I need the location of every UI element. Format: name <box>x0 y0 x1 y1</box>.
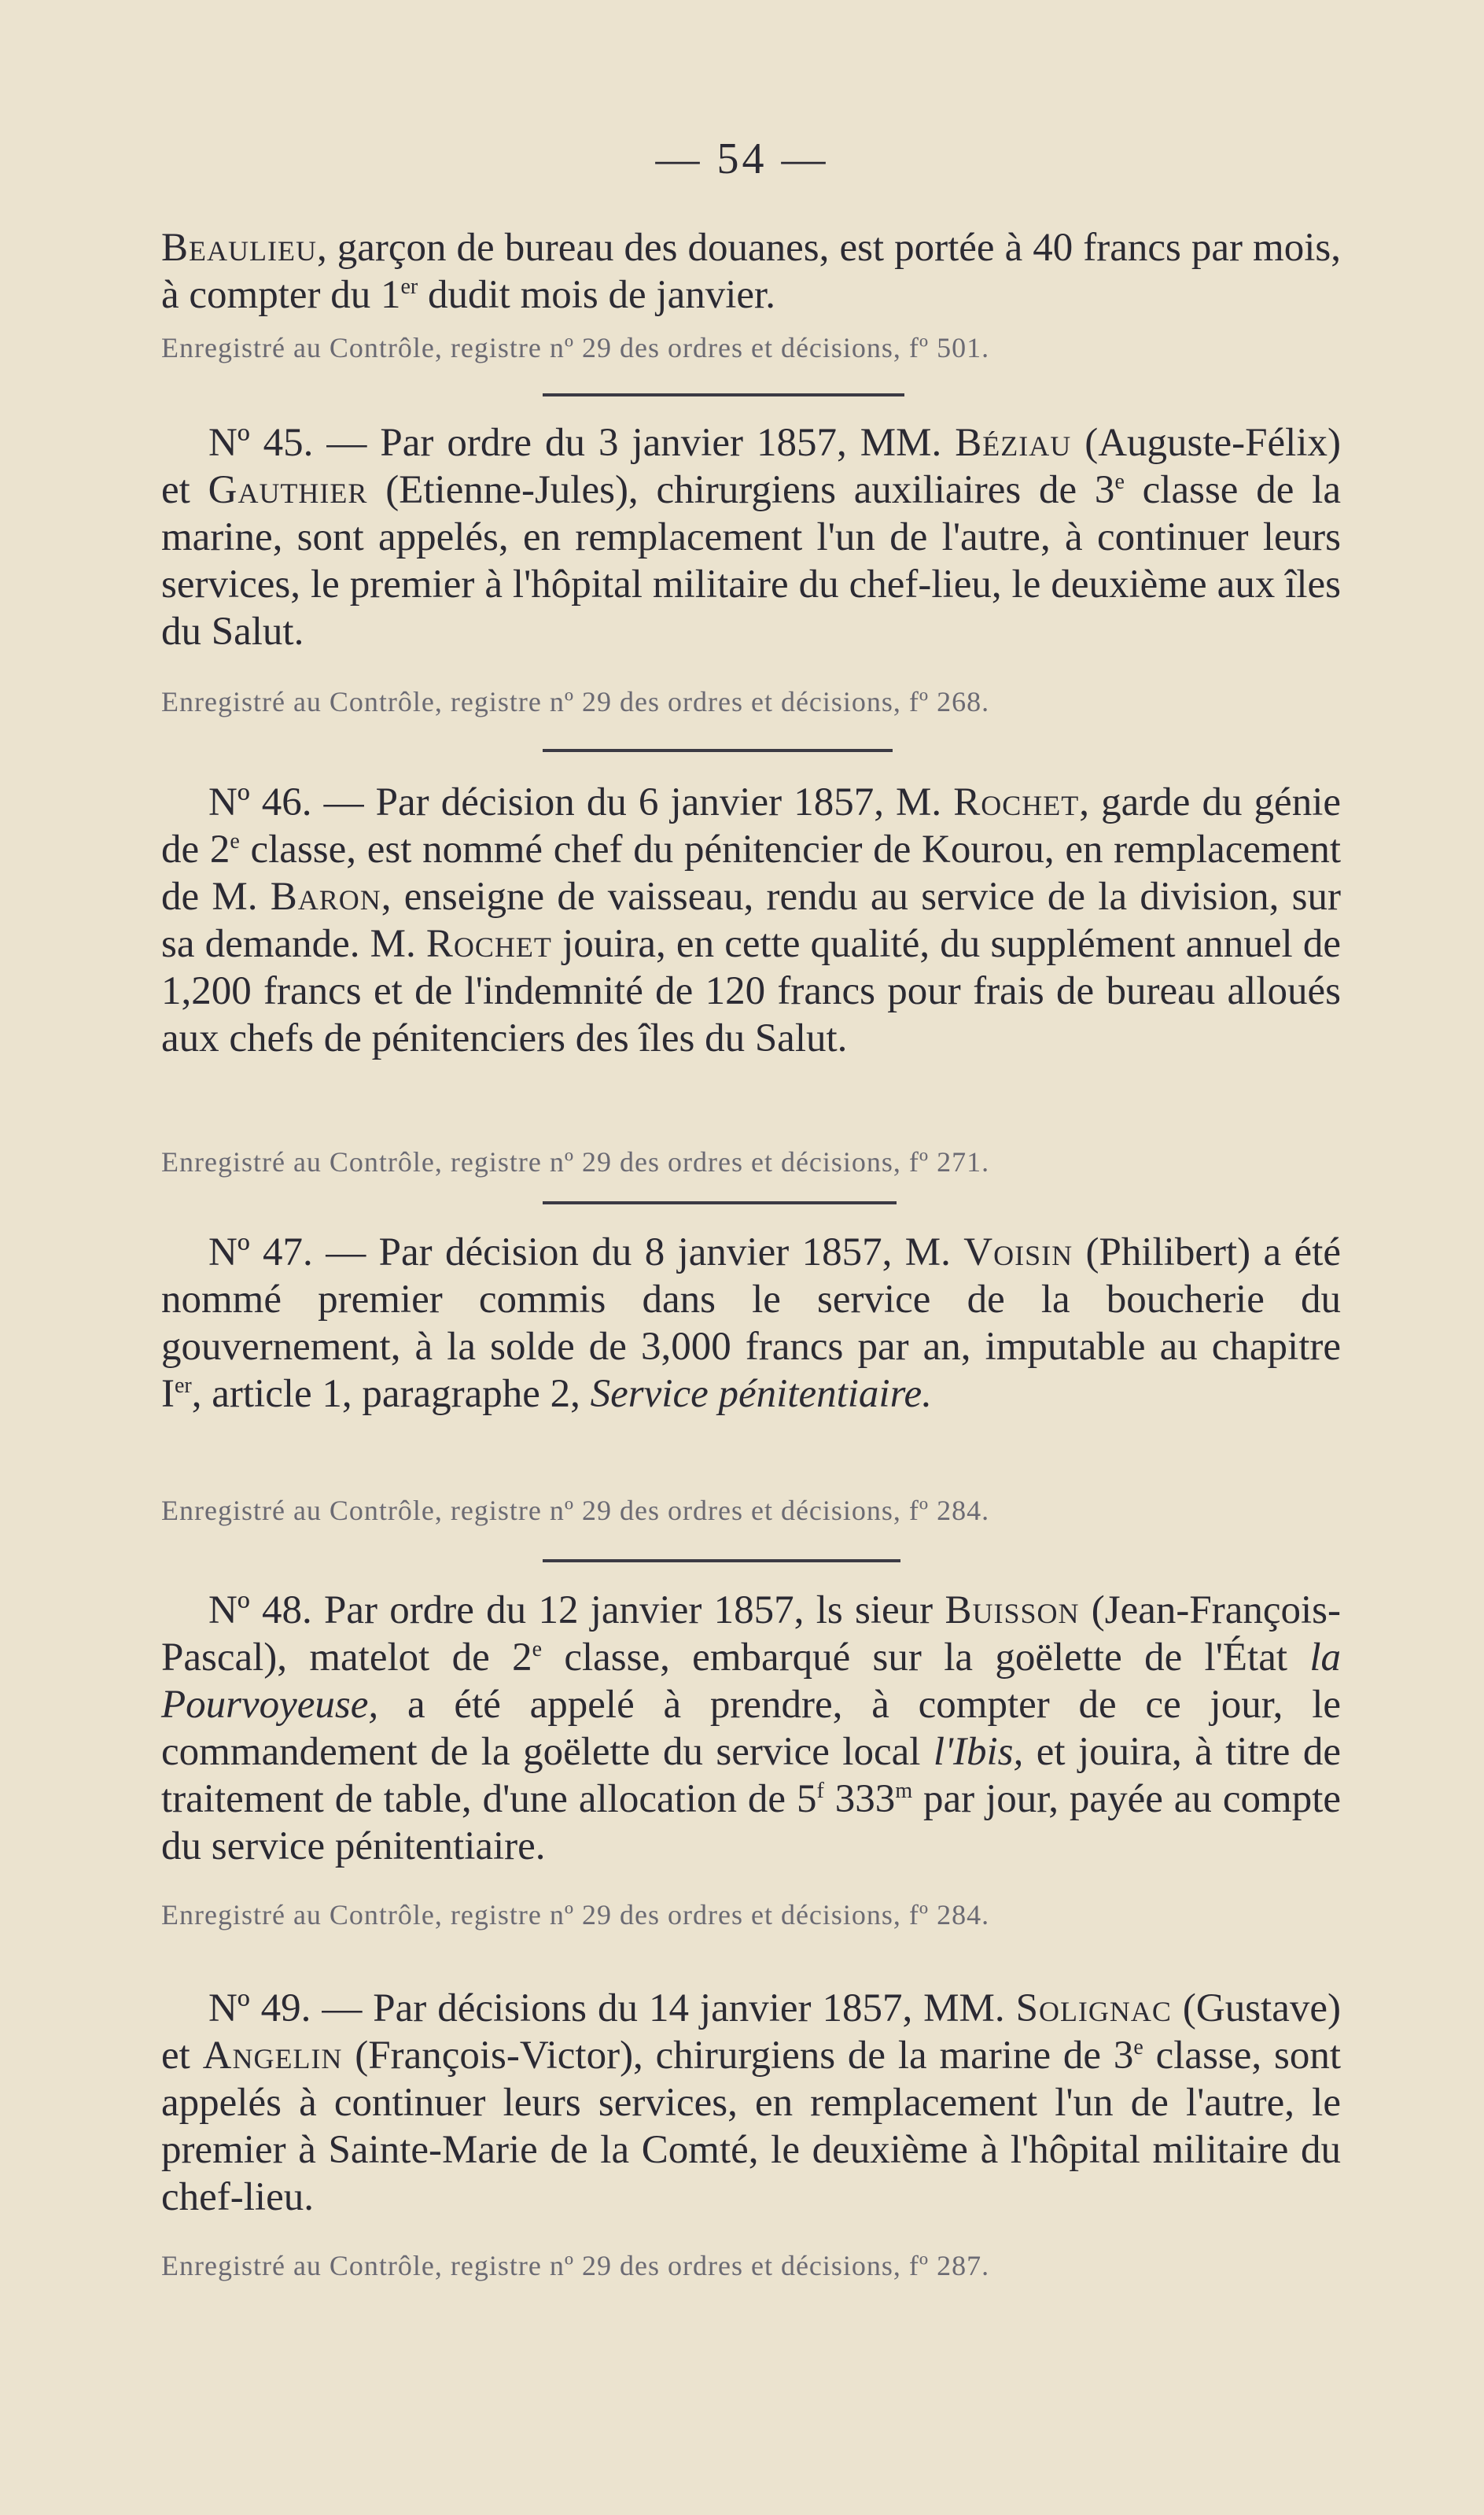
register-note: Enregistré au Contrôle, registre nº 29 des ordres et décisions, fº 284. <box>161 1899 990 1931</box>
person-name: Rochet <box>953 780 1080 824</box>
separator-rule <box>543 749 893 752</box>
separator-rule <box>543 393 904 396</box>
entry-45: Nº 45. — Par ordre du 3 janvier 1857, MM. Béziau (Auguste-Félix) et Gauthier (Etienne-Jules), chirurgiens auxiliaires de 3e classe de la marine, sont appelés, en remplacement l'un de l'autre, à continuer leurs services, le premier à l'hôpital militaire du chef-lieu, le deuxième aux îles du Salut. <box>161 421 1341 654</box>
person-name: Solignac <box>1015 1986 1172 2030</box>
person-name: Béziau <box>955 421 1072 465</box>
entry-49: Nº 49. — Par décisions du 14 janvier 1857, MM. Solignac (Gustave) et Angelin (François-Victor), chirurgiens de la marine de 3e classe, sont appelés à continuer leurs services, en remplacement l'un de l'autre, le premier à Sainte-Marie de la Comté, le deuxième à l'hôpital militaire du chef-lieu. <box>161 1986 1341 2219</box>
person-name: Voisin <box>963 1230 1073 1274</box>
person-name: Gauthier <box>208 468 368 512</box>
person-name: Beaulieu <box>161 226 317 270</box>
separator-rule <box>543 1559 900 1562</box>
entry-48: Nº 48. Par ordre du 12 janvier 1857, ls sieur Buisson (Jean-François-Pascal), matelot de 2e classe, embarqué sur la goëlette de l'État la Pourvoyeuse, a été appelé à prendre, à compter de ce jour, le commandement de la goëlette du service local l'Ibis, et jouira, à titre de traitement de table, d'une allocation de 5$^f$ 333$^m$ par jour, payée au compte du service pénitentiaire. <box>161 1588 1342 1868</box>
register-note: Enregistré au Contrôle, registre nº 29 des ordres et décisions, fº 284. <box>161 1495 990 1526</box>
register-note: Enregistré au Contrôle, registre nº 29 des ordres et décisions, fº 268. <box>161 686 990 717</box>
entry-47: Nº 47. — Par décision du 8 janvier 1857, M. Voisin (Philibert) a été nommé premier commis dans le service de la boucherie du gouvernement, à la solde de 3,000 francs par an, imputable au chapitre Ier, article 1, paragraphe 2, Service pénitentiaire. <box>161 1230 1341 1416</box>
person-name: Baron <box>270 875 381 919</box>
page-number: — 54 — <box>655 135 829 183</box>
entry-46: Nº 46. — Par décision du 6 janvier 1857, M. Rochet, garde du génie de 2e classe, est nommé chef du pénitencier de Kourou, en remplacement de M. Baron, enseigne de vaisseau, rendu au service de la division, sur sa demande. M. Rochet jouira, en cette qualité, du supplément annuel de 1,200 francs et de l'indemnité de 120 francs pour frais de bureau alloués aux chefs de pénitenciers des îles du Salut. <box>161 780 1342 1060</box>
intro-paragraph: Beaulieu, garçon de bureau des douanes, est portée à 40 francs par mois, à compter du 1er dudit mois de janvier. <box>161 226 1341 317</box>
register-note: Enregistré au Contrôle, registre nº 29 des ordres et décisions, fº 501. <box>161 332 990 363</box>
person-name: Angelin <box>202 2034 343 2078</box>
register-note: Enregistré au Contrôle, registre nº 29 des ordres et décisions, fº 287. <box>161 2250 990 2281</box>
person-name: Rochet <box>425 922 552 966</box>
person-name: Buisson <box>945 1588 1080 1632</box>
separator-rule <box>543 1201 897 1204</box>
register-note: Enregistré au Contrôle, registre nº 29 des ordres et décisions, fº 271. <box>161 1146 990 1178</box>
